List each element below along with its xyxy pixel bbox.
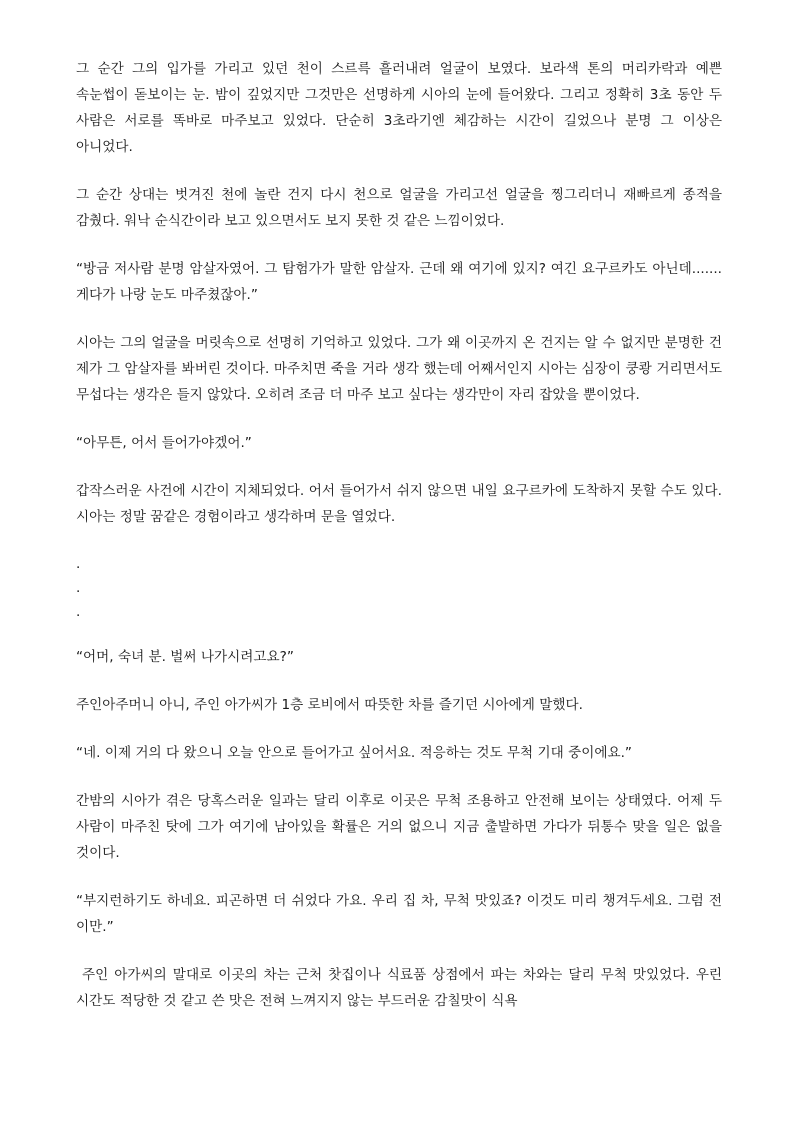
separator-dot: . (76, 580, 81, 596)
paragraph-5: 주인아주머니 아니, 주인 아가씨가 1층 로비에서 따뜻한 차를 즐기던 시아에게 말했다. (76, 697, 583, 713)
paragraph-7: 주인 아가씨의 말대로 이곳의 차는 근처 찻집이나 식료품 상점에서 파는 차와는 달리 무척 맛있었다. 우린 시간도 적당한 것 같고 쓴 맛은 전혀 느껴지지 않는 부드러운 감칠맛이 식욕 (76, 967, 722, 1009)
paragraph-1: 그 순간 그의 입가를 가리고 있던 천이 스르륵 흘러내려 얼굴이 보였다. 보라색 톤의 머리카락과 예쁜 속눈썹이 돋보이는 눈. 밤이 깊었지만 그것만은 선명하게 시아의 눈에 들어왔다. 그리고 정확히 3초 동안 두 사람은 서로를 똑바로 마주보고 있었다. 단순히 3초라기엔 체감하는 시간이 길었으나 분명 그 이상은 아니었다. (76, 61, 722, 155)
dialogue-4: “네. 이제 거의 다 왔으니 오늘 안으로 들어가고 싶어서요. 적응하는 것도 무척 기대 중이에요.” (76, 745, 632, 761)
document-page (76, 56, 722, 1036)
separator-dot: . (76, 604, 81, 620)
paragraph-4: 갑작스러운 사건에 시간이 지체되었다. 어서 들어가서 쉬지 않으면 내일 요구르카에 도착하지 못할 수도 있다. 시아는 정말 꿈같은 경험이라고 생각하며 문을 열었다. (76, 483, 722, 525)
dialogue-3: “어머, 숙녀 분. 벌써 나가시려고요?” (76, 649, 294, 665)
separator-dot: . (76, 556, 81, 572)
dialogue-1: “방금 저사람 분명 암살자였어. 그 탐험가가 말한 암살자. 근데 왜 여기에 있지? 여긴 요구르카도 아닌데....... 게다가 나랑 눈도 마주쳤잖아.” (76, 261, 722, 303)
paragraph-2: 그 순간 상대는 벗겨진 천에 놀란 건지 다시 천으로 얼굴을 가리고선 얼굴을 찡그리더니 재빠르게 종적을 감췄다. 워낙 순식간이라 보고 있으면서도 보지 못한 것 같은 느낌이었다. (76, 187, 722, 229)
scene-separator (76, 552, 722, 624)
dialogue-2: “아무튼, 어서 들어가야겠어.” (76, 435, 252, 451)
dialogue-5: “부지런하기도 하네요. 피곤하면 더 쉬었다 가요. 우리 집 차, 무척 맛있죠? 이것도 미리 챙겨두세요. 그럼 전 이만.” (76, 893, 722, 935)
paragraph-3: 시아는 그의 얼굴을 머릿속으로 선명히 기억하고 있었다. 그가 왜 이곳까지 온 건지는 알 수 없지만 분명한 건 제가 그 암살자를 봐버린 것이다. 마주치면 죽을 거라 생각 했는데 어째서인지 시아는 심장이 쿵쾅 거리면서도 무섭다는 생각은 들지 않았다. 오히려 조금 더 마주 보고 싶다는 생각만이 자리 잡았을 뿐이었다. (76, 335, 722, 403)
paragraph-6: 간밤의 시아가 겪은 당혹스러운 일과는 달리 이후로 이곳은 무척 조용하고 안전해 보이는 상태였다. 어제 두 사람이 마주친 탓에 그가 여기에 남아있을 확률은 거의 없으니 지금 출발하면 가다가 뒤통수 맞을 일은 없을 것이다. (76, 793, 722, 861)
